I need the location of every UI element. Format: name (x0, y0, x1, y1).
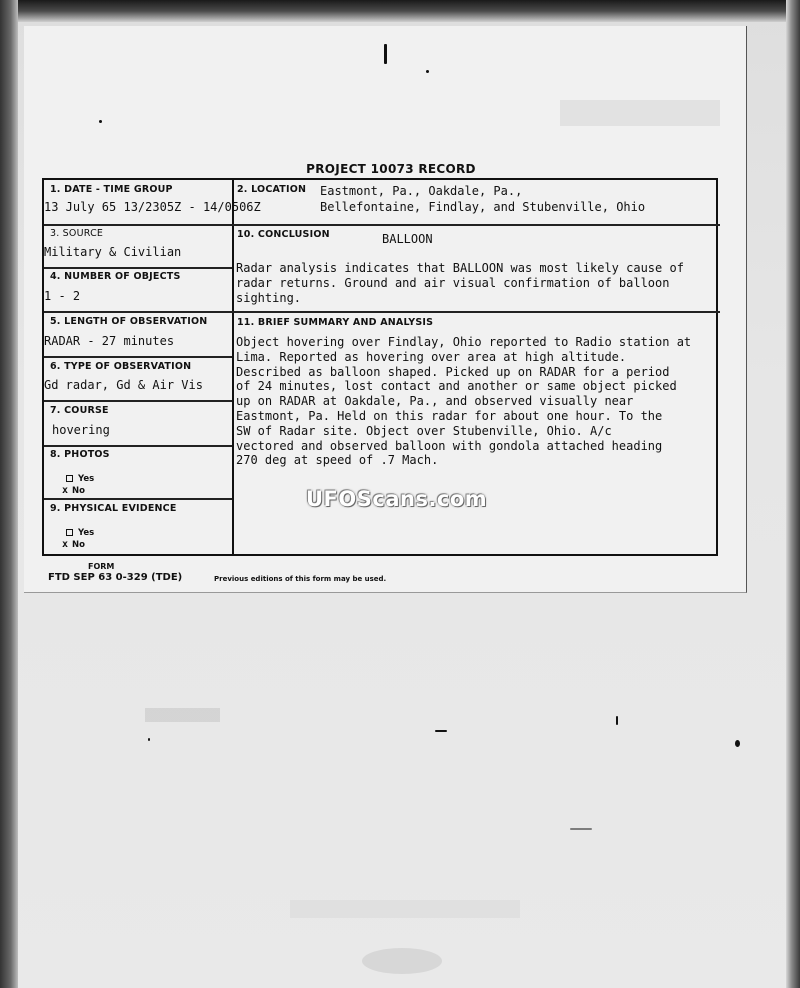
summary-line: Object hovering over Findlay, Ohio reported to Radio station at (236, 335, 692, 349)
bleed-through-mark (145, 708, 220, 722)
row-divider (44, 311, 720, 313)
scan-speck (384, 44, 387, 64)
row-divider (44, 356, 232, 358)
photos-yes-option[interactable] (66, 474, 94, 484)
check-mark-icon: x (62, 539, 69, 550)
length-of-observation-value: RADAR - 27 minutes (44, 334, 175, 348)
summary-label: 11. BRIEF SUMMARY AND ANALYSIS (237, 317, 434, 328)
scan-speck (616, 716, 618, 725)
summary-line: vectored and observed balloon with gondola attached heading (236, 438, 663, 453)
physical-evidence-yes-label: Yes (78, 528, 95, 538)
summary-line: of 24 minutes, lost contact and another or same object picked (236, 379, 677, 394)
type-of-observation-value: Gd radar, Gd & Air Vis (44, 378, 203, 392)
physical-evidence-no-option[interactable] (62, 539, 85, 550)
photos-no-label: No (72, 486, 85, 496)
scan-edge-right (786, 0, 800, 988)
scan-speck (435, 730, 447, 732)
date-time-value: 13 July 65 13/2305Z - 14/0506Z (44, 200, 261, 214)
length-of-observation-label: 5. LENGTH OF OBSERVATION (50, 316, 208, 327)
bleed-through-mark (560, 100, 720, 126)
conclusion-line: Radar analysis indicates that BALLOON was most likely cause of (236, 261, 684, 275)
source-label: 3. SOURCE (50, 228, 104, 239)
scan-speck (148, 738, 150, 741)
row-divider (44, 267, 232, 269)
source-value: Military & Civilian (44, 245, 182, 259)
photos-no-option[interactable] (62, 485, 85, 496)
summary-line: 270 deg at speed of .7 Mach. (236, 453, 439, 468)
column-divider (232, 180, 234, 554)
row-divider (44, 400, 232, 402)
physical-evidence-label: 9. PHYSICAL EVIDENCE (50, 503, 177, 514)
course-label: 7. COURSE (50, 405, 109, 416)
scan-edge-top (0, 0, 800, 22)
summary-text (236, 335, 691, 468)
scan-speck (426, 70, 429, 73)
record-title: PROJECT 10073 RECORD (306, 162, 476, 176)
conclusion-headline: BALLOON (382, 232, 433, 246)
summary-line: up on RADAR at Oakdale, Pa., and observed visually near (236, 394, 634, 409)
previous-editions-note: Previous editions of this form may be used. (214, 575, 387, 583)
bleed-through-mark (362, 948, 442, 974)
number-of-objects-value: 1 - 2 (44, 289, 81, 303)
conclusion-line: sighting. (236, 290, 302, 305)
summary-line: Described as balloon shaped. Picked up on RADAR for a period (236, 364, 670, 379)
conclusion-line: radar returns. Ground and air visual confirmation of balloon (236, 275, 670, 290)
summary-line: Lima. Reported as hovering over area at high altitude. (236, 349, 627, 364)
physical-evidence-no-label: No (72, 540, 85, 550)
photos-label: 8. PHOTOS (50, 449, 110, 460)
scan-speck (735, 740, 740, 747)
physical-evidence-yes-option[interactable] (66, 528, 94, 538)
row-divider (44, 224, 720, 226)
checkbox-icon (66, 529, 73, 536)
bleed-through-mark (290, 900, 520, 918)
type-of-observation-label: 6. TYPE OF OBSERVATION (50, 361, 192, 372)
watermark: UFOScans.com (306, 487, 488, 511)
form-id: FTD SEP 63 0-329 (TDE) (48, 572, 183, 583)
checkbox-icon (66, 475, 73, 482)
scan-edge-left (0, 0, 18, 988)
location-label: 2. LOCATION (237, 184, 307, 195)
location-line: Eastmont, Pa., Oakdale, Pa., (320, 184, 523, 198)
conclusion-text (236, 261, 684, 305)
summary-line: Eastmont, Pa. Held on this radar for about one hour. To the (236, 408, 663, 423)
course-value: hovering (52, 423, 110, 437)
check-mark-icon: x (62, 485, 69, 496)
scan-speck (570, 828, 592, 830)
conclusion-label: 10. CONCLUSION (237, 229, 330, 240)
scan-speck (99, 120, 102, 123)
photos-yes-label: Yes (78, 474, 95, 484)
number-of-objects-label: 4. NUMBER OF OBJECTS (50, 271, 181, 282)
row-divider (44, 445, 232, 447)
summary-line: SW of Radar site. Object over Stubenville, Ohio. A/c (236, 423, 612, 438)
location-value (320, 183, 645, 215)
form-word: FORM (88, 562, 115, 571)
location-line: Bellefontaine, Findlay, and Stubenville, Ohio (320, 200, 646, 214)
date-time-label: 1. DATE - TIME GROUP (50, 184, 173, 195)
row-divider (44, 498, 232, 500)
